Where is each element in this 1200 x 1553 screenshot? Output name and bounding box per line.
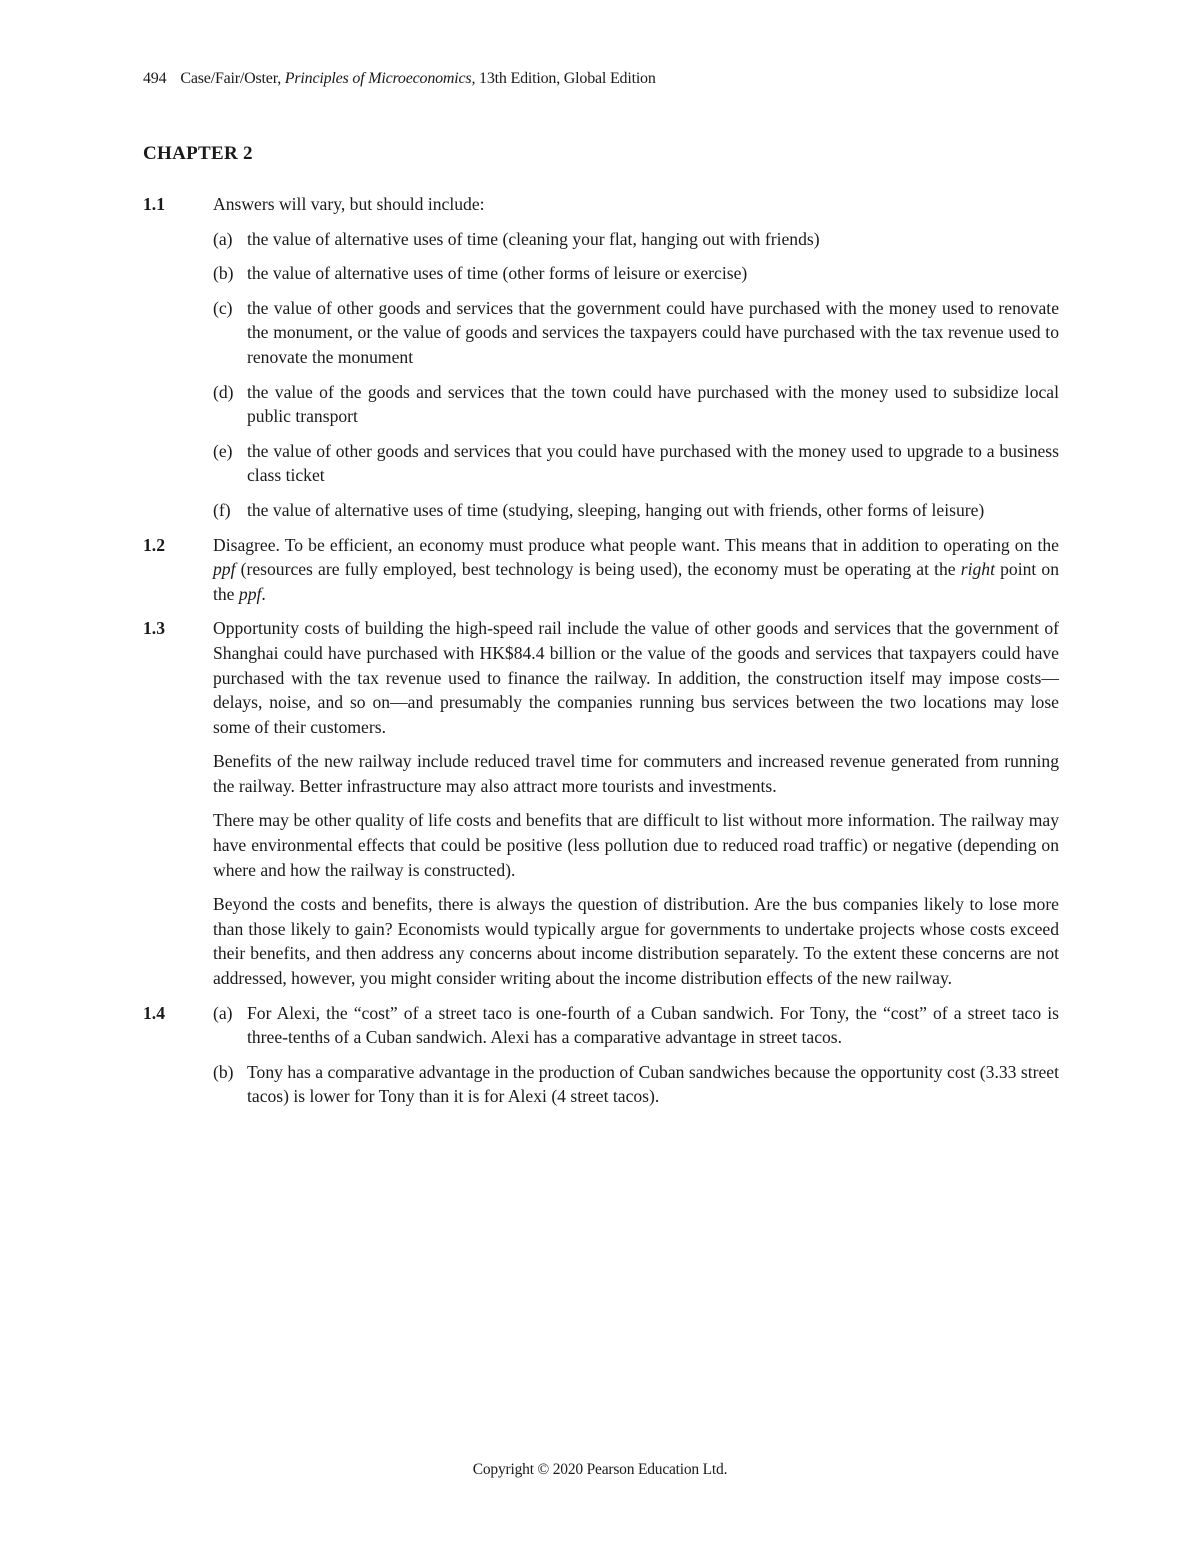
running-header	[143, 70, 656, 88]
text-run: .	[261, 583, 266, 604]
problem-body	[213, 533, 1059, 607]
problem-1-4	[143, 1001, 1059, 1109]
list-item	[213, 296, 1059, 370]
item-label: (a)	[213, 1002, 233, 1023]
header-edition: 13th Edition, Global Edition	[475, 70, 656, 87]
list-item	[213, 1001, 1059, 1050]
problem-1-3	[143, 616, 1059, 990]
paragraph: Benefits of the new railway include reduced travel time for commuters and increased revenue generated from running the railway. Better infrastructure may also attract more tourists and investments.	[213, 751, 1059, 796]
item-label: (c)	[213, 297, 233, 318]
problem-1-1	[143, 192, 1059, 523]
emphasis-ppf: ppf	[238, 583, 262, 604]
text-run: (resources are fully employed, best technology is being used), the economy must be operating at the	[235, 559, 961, 580]
chapter-title: CHAPTER 2	[143, 143, 253, 164]
emphasis-right: right	[960, 559, 995, 580]
item-label: (b)	[213, 263, 234, 284]
item-text: the value of alternative uses of time (cleaning your flat, hanging out with friends)	[247, 228, 820, 249]
problem-number: 1.1	[143, 194, 165, 214]
header-authors: Case/Fair/Oster,	[180, 70, 285, 87]
list-item	[213, 1060, 1059, 1109]
item-text: the value of the goods and services that the town could have purchased with the money used to subsidize local public transport	[247, 381, 1059, 427]
item-label: (a)	[213, 228, 233, 249]
paragraph: Beyond the costs and benefits, there is always the question of distribution. Are the bus companies likely to lose more than those likely to gain? Economists would typically argue for governments to undertake projects whose costs exceed their benefits, and then address any concerns about income distribution separately. To the extent these concerns are not addressed, however, you might consider writing about the income distribution effects of the new railway.	[213, 894, 1059, 989]
problem-body	[213, 1001, 1059, 1109]
list-item	[213, 498, 1059, 523]
item-text: the value of other goods and services that the government could have purchased with the money used to renovate the monument, or the value of goods and services the taxpayers could have purchased with the tax revenue used to renovate the monument	[247, 297, 1059, 367]
list-item	[213, 227, 1059, 252]
header-book-title: Principles of Microeconomics,	[284, 70, 476, 87]
problem-1-2	[143, 533, 1059, 607]
item-label: (d)	[213, 381, 234, 402]
item-text: For Alexi, the “cost” of a street taco is one-fourth of a Cuban sandwich. For Tony, the “cost” of a street taco is three-tenths of a Cuban sandwich. Alexi has a comparative advantage in street tacos.	[247, 1002, 1059, 1048]
list-item	[213, 261, 1059, 286]
list-item	[213, 380, 1059, 429]
paragraph: There may be other quality of life costs and benefits that are difficult to list without more information. The railway may have environmental effects that could be positive (less pollution due to reduced road traffic) or negative (depending on where and how the railway is constructed).	[213, 810, 1059, 880]
page-content	[143, 192, 1059, 1119]
item-label: (f)	[213, 499, 231, 520]
problem-body	[213, 616, 1059, 990]
problem-number: 1.4	[143, 1002, 165, 1023]
page-number: 494	[143, 70, 167, 87]
text-run: Disagree. To be efficient, an economy must produce what people want. This means that in addition to operating on the	[213, 534, 1059, 555]
item-label: (b)	[213, 1061, 234, 1082]
item-text: the value of alternative uses of time (studying, sleeping, hanging out with friends, other forms of leisure)	[247, 499, 985, 520]
problem-body	[213, 192, 1059, 523]
copyright-footer: Copyright © 2020 Pearson Education Ltd.	[472, 1461, 728, 1478]
item-text: the value of alternative uses of time (other forms of leisure or exercise)	[247, 263, 748, 284]
item-text: the value of other goods and services that you could have purchased with the money used to upgrade to a business class ticket	[247, 440, 1059, 486]
item-text: Tony has a comparative advantage in the production of Cuban sandwiches because the opportunity cost (3.33 street tacos) is lower for Tony than it is for Alexi (4 street tacos).	[247, 1061, 1059, 1107]
list-item	[213, 439, 1059, 488]
item-label: (e)	[213, 440, 233, 461]
paragraph	[213, 533, 1059, 607]
problem-number: 1.3	[143, 618, 165, 639]
paragraph: Opportunity costs of building the high-speed rail include the value of other goods and services that the government of Shanghai could have purchased with HK$84.4 billion or the value of the goods and services that taxpayers could have purchased with the tax revenue used to finance the railway. In addition, the construction itself may impose costs—delays, noise, and so on—and presumably the companies running bus services between the two locations may lose some of their customers.	[213, 618, 1059, 737]
emphasis-ppf: ppf	[213, 559, 236, 580]
problem-intro: Answers will vary, but should include:	[213, 194, 485, 214]
text-run: point on the	[213, 559, 1059, 604]
problem-number: 1.2	[143, 534, 165, 555]
